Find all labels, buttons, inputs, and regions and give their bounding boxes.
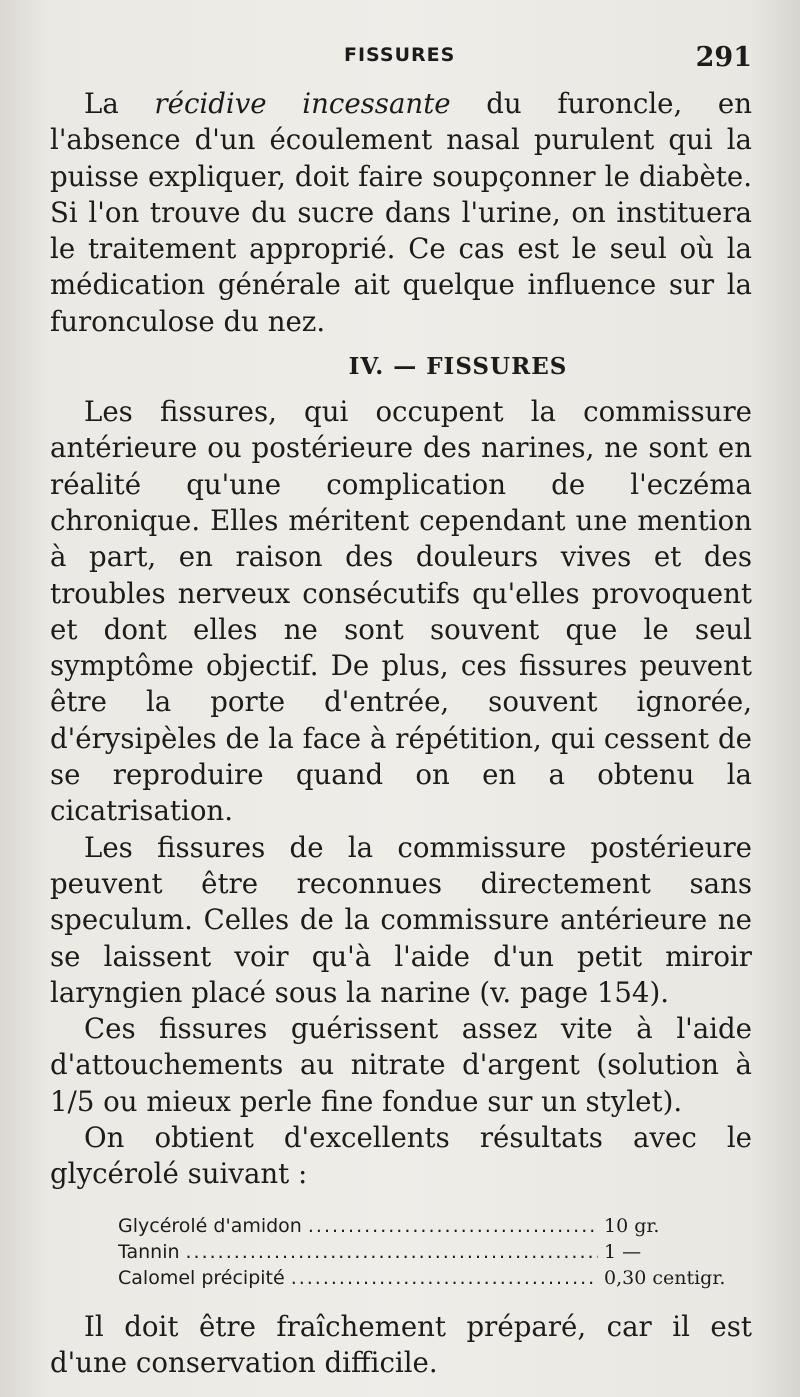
page-body (50, 86, 752, 1381)
paragraph-treatment: Ces fissures guérissent assez vite à l'aide d'attouchements au nitrate d'argent (solution à 1/5 ou mieux perle fine fondue sur un stylet). (50, 1012, 752, 1118)
page-header (0, 44, 800, 80)
leader-dots (291, 1265, 598, 1291)
italic-phrase: récidive incessante (154, 87, 451, 120)
prescription-row (118, 1213, 754, 1239)
prescription-row (118, 1265, 754, 1291)
section-title: IV. — FISSURES (348, 353, 568, 381)
running-title: FISSURES (344, 44, 456, 66)
ingredient-amount: 0,30 centigr. (604, 1266, 726, 1289)
leader-dots (308, 1213, 598, 1239)
ingredient-name: Tannin (118, 1240, 180, 1263)
prescription-row (118, 1239, 754, 1265)
paragraph-intro-text: La (84, 87, 155, 120)
ingredient-name: Calomel précipité (118, 1266, 285, 1289)
paragraph-fissures-intro: Les fissures, qui occupent la commissure antérieure ou postérieure des narines, ne sont en réalité qu'une complication de l'eczéma chronique. Elles méritent cependant une mention à part, en raison des douleurs vives et des troubles nerveux consécutifs qu'elles provoquent et dont elles ne sont souvent que le seul symptôme objectif. De plus, ces fissures peuvent être la porte d'entrée, souvent ignorée, d'érysipèles de la face à répétition, qui cessent de se reproduire quand on en a obtenu la cicatrisation. (50, 395, 752, 828)
ingredient-name: Glycérolé d'amidon (118, 1214, 302, 1237)
page-number: 291 (695, 42, 752, 73)
leader-dots (186, 1239, 598, 1265)
ingredient-amount: 1 — (604, 1240, 642, 1263)
prescription-list (118, 1213, 754, 1291)
ingredient-amount: 10 gr. (604, 1214, 660, 1237)
paragraph-rest-text: du furoncle, en l'absence d'un écoulement nasal purulent qui la puisse expliquer, doit faire soupçonner le diabète. Si l'on trouve du sucre dans l'urine, on instituera le traitement approprié. Ce cas est le seul où la médication générale ait quelque influence sur la furonculose du nez. (50, 87, 753, 338)
paragraph-diabetes (50, 86, 752, 340)
paragraph-glycerole: On obtient d'excellents résultats avec le glycérolé suivant : (50, 1121, 752, 1191)
paragraph-commissure: Les fissures de la commissure postérieure peuvent être reconnues directement sans speculum. Celles de la commissure antérieure ne se laissent voir qu'à l'aide d'un petit miroir laryngien placé sous la narine (v. page 154). (50, 830, 752, 1009)
paragraph-conservation: Il doit être fraîchement préparé, car il est d'une conservation difficile. (50, 1309, 752, 1379)
